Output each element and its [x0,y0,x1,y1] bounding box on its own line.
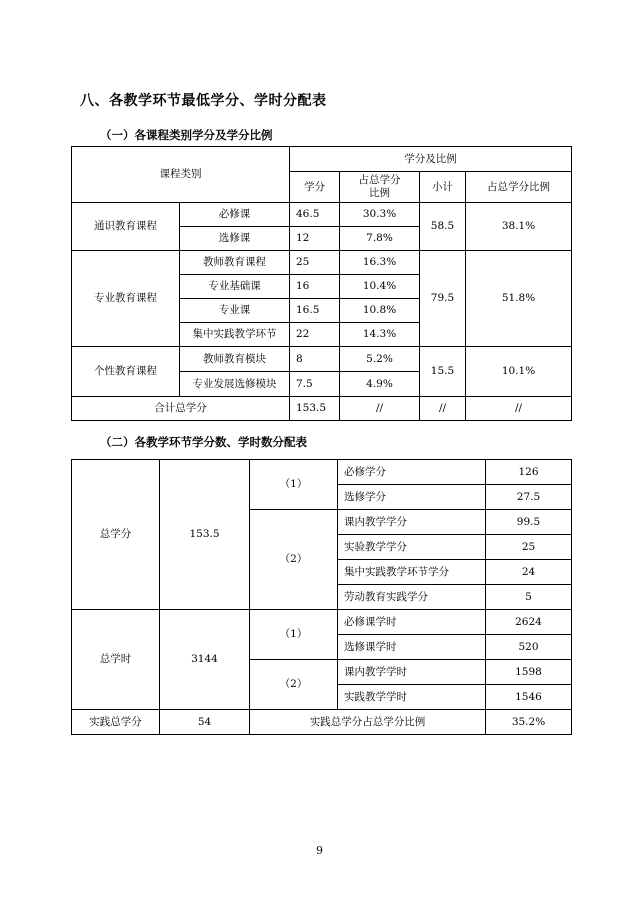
subtotal-value: 79.5 [420,251,466,347]
item-value: 99.5 [486,510,572,535]
hours-part1-label: （1） [250,610,338,660]
ratio-value: 5.2% [340,347,420,372]
total-subtotal: // [420,397,466,421]
credit-value: 16.5 [290,299,340,323]
table2-title: （二）各教学环节学分数、学时数分配表 [100,435,307,449]
subtotal-value: 58.5 [420,203,466,251]
credit-value: 25 [290,251,340,275]
course-type: 选修课 [180,227,290,251]
total-credits-value: 153.5 [160,460,250,610]
practice-ratio-value: 35.2% [486,710,572,735]
item-value: 126 [486,460,572,485]
ratio-value: 4.9% [340,372,420,397]
header-subtotal: 小计 [420,172,466,203]
course-type: 必修课 [180,203,290,227]
section-title: 八、各教学环节最低学分、学时分配表 [80,93,327,109]
item-value: 24 [486,560,572,585]
course-type: 专业发展选修模块 [180,372,290,397]
credit-value: 16 [290,275,340,299]
item-value: 5 [486,585,572,610]
credits-part1-label: （1） [250,460,338,510]
ratio-value: 10.4% [340,275,420,299]
practice-credits-label: 实践总学分 [72,710,160,735]
header-total-ratio: 占总学分比例 [466,172,572,203]
item-value: 1598 [486,660,572,685]
total-hours-label: 总学时 [72,610,160,710]
credit-hour-allocation-table [71,459,572,735]
item-value: 520 [486,635,572,660]
item-name: 必修学分 [338,460,486,485]
total-hours-value: 3144 [160,610,250,710]
header-credit: 学分 [290,172,340,203]
ratio-value: 14.3% [340,323,420,347]
item-name: 集中实践教学环节学分 [338,560,486,585]
course-type: 教师教育课程 [180,251,290,275]
subtotal-value: 15.5 [420,347,466,397]
header-category: 课程类别 [72,147,290,203]
ratio-value: 10.8% [340,299,420,323]
course-type: 教师教育模块 [180,347,290,372]
credit-value: 12 [290,227,340,251]
header-ratio: 占总学分比例 [340,172,420,203]
total-ratio-value: 38.1% [466,203,572,251]
course-type: 集中实践教学环节 [180,323,290,347]
course-type: 专业基础课 [180,275,290,299]
header-group: 学分及比例 [290,147,572,172]
total-total-ratio: // [466,397,572,421]
credit-category-table [71,146,572,421]
total-ratio-value: 10.1% [466,347,572,397]
credit-value: 8 [290,347,340,372]
hours-part2-label: （2） [250,660,338,710]
item-name: 劳动教育实践学分 [338,585,486,610]
total-ratio: // [340,397,420,421]
group-name: 通识教育课程 [72,203,180,251]
credit-value: 22 [290,323,340,347]
item-value: 1546 [486,685,572,710]
ratio-value: 16.3% [340,251,420,275]
total-credit: 153.5 [290,397,340,421]
practice-credits-value: 54 [160,710,250,735]
ratio-value: 7.8% [340,227,420,251]
total-label: 合计总学分 [72,397,290,421]
credit-value: 7.5 [290,372,340,397]
item-value: 25 [486,535,572,560]
credits-part2-label: （2） [250,510,338,610]
course-type: 专业课 [180,299,290,323]
item-name: 选修学分 [338,485,486,510]
credit-value: 46.5 [290,203,340,227]
item-value: 2624 [486,610,572,635]
item-name: 实验教学学分 [338,535,486,560]
item-name: 选修课学时 [338,635,486,660]
page-number: 9 [316,844,323,857]
group-name: 专业教育课程 [72,251,180,347]
total-ratio-value: 51.8% [466,251,572,347]
item-value: 27.5 [486,485,572,510]
total-credits-label: 总学分 [72,460,160,610]
group-name: 个性教育课程 [72,347,180,397]
table1-title: （一）各课程类别学分及学分比例 [100,128,273,142]
item-name: 课内教学学时 [338,660,486,685]
ratio-value: 30.3% [340,203,420,227]
practice-ratio-label: 实践总学分占总学分比例 [250,710,486,735]
item-name: 课内教学学分 [338,510,486,535]
item-name: 实践教学学时 [338,685,486,710]
item-name: 必修课学时 [338,610,486,635]
